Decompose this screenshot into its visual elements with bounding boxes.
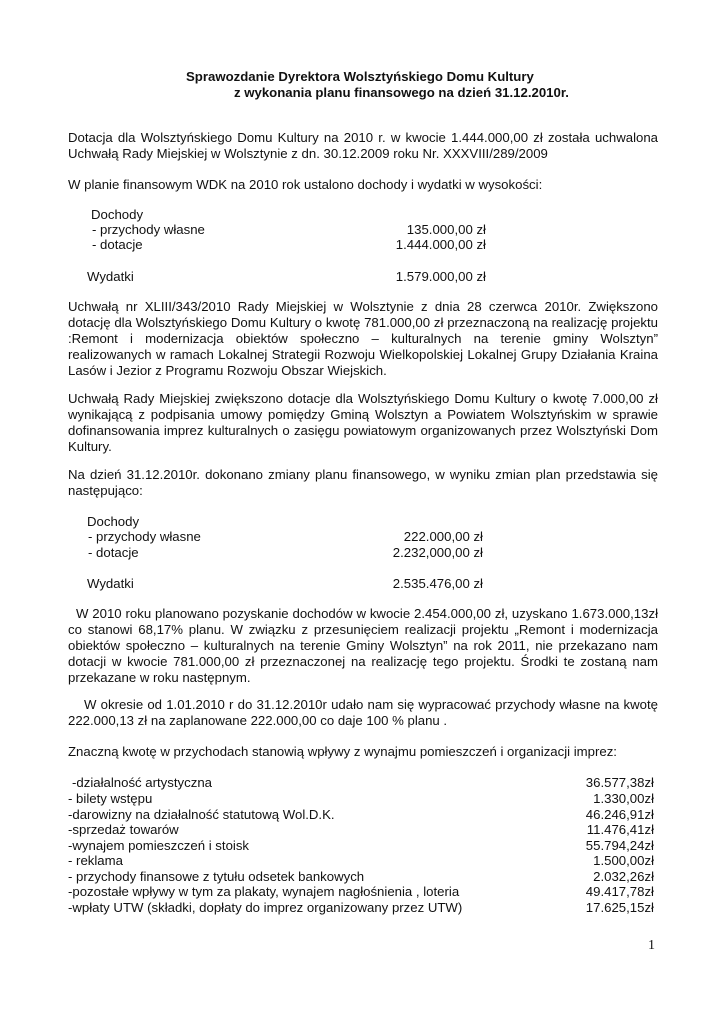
plan2-own-revenue-amount: 222.000,00 zł xyxy=(403,529,483,544)
paragraph-plan-change: Na dzień 31.12.2010r. dokonano zmiany planu finansowego, w wyniku zmian plan przedstawia się następująco: xyxy=(68,467,658,498)
plan1-dochody-label: Dochody xyxy=(91,207,144,222)
page-number: 1 xyxy=(648,938,655,953)
paragraph-revenue-summary: W 2010 roku planowano pozyskanie dochodów w kwocie 2.454.000,00 zł, uzyskano 1.673.000,13zł co stanowi 68,17% planu. W związku z przesunięciem realizacji projektu „Remont i modernizacja obiektów społeczno – kulturalnych na terenie Gminy Wolsztyn” na rok 2011, nie przekazano nam dotacji w kwocie 781.000,00 zł przeznaczonej na realizację tego projektu. Środki te zostaną nam przekazane w roku następnym. xyxy=(68,606,658,685)
income-item-amount: 49.417,78zł xyxy=(585,884,654,899)
plan1-expenses-amount: 1.579.000,00 zł xyxy=(395,269,486,284)
plan2-subsidies-amount: 2.232,000,00 zł xyxy=(392,545,483,560)
income-item-amount: 36.577,38zł xyxy=(585,775,654,790)
plan1-own-revenue-amount: 135.000,00 zł xyxy=(406,222,486,237)
income-item-amount: 1.330,00zł xyxy=(593,791,654,806)
plan2-expenses-amount: 2.535.476,00 zł xyxy=(392,576,483,591)
title-line-2: z wykonania planu finansowego na dzień 31.12.2010r. xyxy=(234,85,569,100)
document-title xyxy=(186,69,569,101)
paragraph-income-intro: Znaczną kwotę w przychodach stanowią wpływy z wynajmu pomieszczeń i organizacji imprez: xyxy=(68,744,617,759)
income-item-label: - przychody finansowe z tytułu odsetek bankowych xyxy=(68,869,365,884)
income-item-label: -darowizny na działalność statutową Wol.D.K. xyxy=(68,807,335,822)
plan2-own-revenue-label: - przychody własne xyxy=(88,529,201,544)
plan1-expenses-label: Wydatki xyxy=(87,269,134,284)
income-item-label: -wynajem pomieszczeń i stoisk xyxy=(68,838,250,853)
plan1-subsidies-label: - dotacje xyxy=(92,237,143,252)
income-item-amount: 17.625,15zł xyxy=(585,900,654,915)
income-item-amount: 1.500,00zł xyxy=(593,853,654,868)
plan2-expenses-label: Wydatki xyxy=(87,576,134,591)
income-item-amount: 46.246,91zł xyxy=(585,807,654,822)
plan1-own-revenue-label: - przychody własne xyxy=(92,222,205,237)
income-item-label: -wpłaty UTW (składki, dopłaty do imprez organizowany przez UTW) xyxy=(68,900,463,915)
income-item-amount: 2.032,26zł xyxy=(593,869,654,884)
income-item-amount: 55.794,24zł xyxy=(585,838,654,853)
income-item-label: - reklama xyxy=(68,853,123,868)
paragraph-own-revenue: W okresie od 1.01.2010 r do 31.12.2010r udało nam się wypracować przychody własne na kwotę 222.000,13 zł na zaplanowane 222.000,00 co daje 100 % planu . xyxy=(68,697,658,728)
paragraph-county-agreement: Uchwałą Rady Miejskiej zwiększono dotacje dla Wolsztyńskiego Domu Kultury o kwotę 7.000,00 zł wynikającą z podpisania umowy pomiędzy Gminą Wolsztyn a Powiatem Wolsztyńskim w sprawie dofinansowania imprez kulturalnych o zasięgu powiatowym organizowanych przez Wolsztyński Dom Kultury. xyxy=(68,391,658,454)
paragraph-plan-intro: W planie finansowym WDK na 2010 rok ustalono dochody i wydatki w wysokości: xyxy=(68,177,543,192)
income-item-label: -sprzedaż towarów xyxy=(68,822,179,837)
income-item-label: -pozostałe wpływy w tym za plakaty, wynajem nagłośnienia , loteria xyxy=(68,884,460,899)
income-item-label: - bilety wstępu xyxy=(68,791,153,806)
income-item-amount: 11.476,41zł xyxy=(586,822,654,837)
plan1-subsidies-amount: 1.444.000,00 zł xyxy=(395,237,486,252)
title-line-1: Sprawozdanie Dyrektora Wolsztyńskiego Domu Kultury xyxy=(186,69,534,84)
plan2-subsidies-label: - dotacje xyxy=(88,545,139,560)
paragraph-subsidy: Dotacja dla Wolsztyńskiego Domu Kultury na 2010 r. w kwocie 1.444.000,00 zł została uchwalona Uchwałą Rady Miejskiej w Wolsztynie z dn. 30.12.2009 roku Nr. XXXVIII/289/2009 xyxy=(68,130,658,161)
income-item-label: -działalność artystyczna xyxy=(72,775,212,790)
paragraph-resolution-xliii: Uchwałą nr XLIII/343/2010 Rady Miejskiej w Wolsztynie z dnia 28 czerwca 2010r. Zwiększono dotację dla Wolsztyńskiego Domu Kultury o kwotę 781.000,00 zł przeznaczoną na realizację projektu :Remont i modernizacja obiektów społeczno – kulturalnych na terenie gminy Wolsztyn” realizowanych w ramach Lokalnej Strategii Rozwoju Wielkopolskiej Lokalnej Grupy Działania Kraina Lasów i Jezior z Programu Rozwoju Obszar Wiejskich. xyxy=(68,299,658,378)
plan2-dochody-label: Dochody xyxy=(87,514,140,529)
